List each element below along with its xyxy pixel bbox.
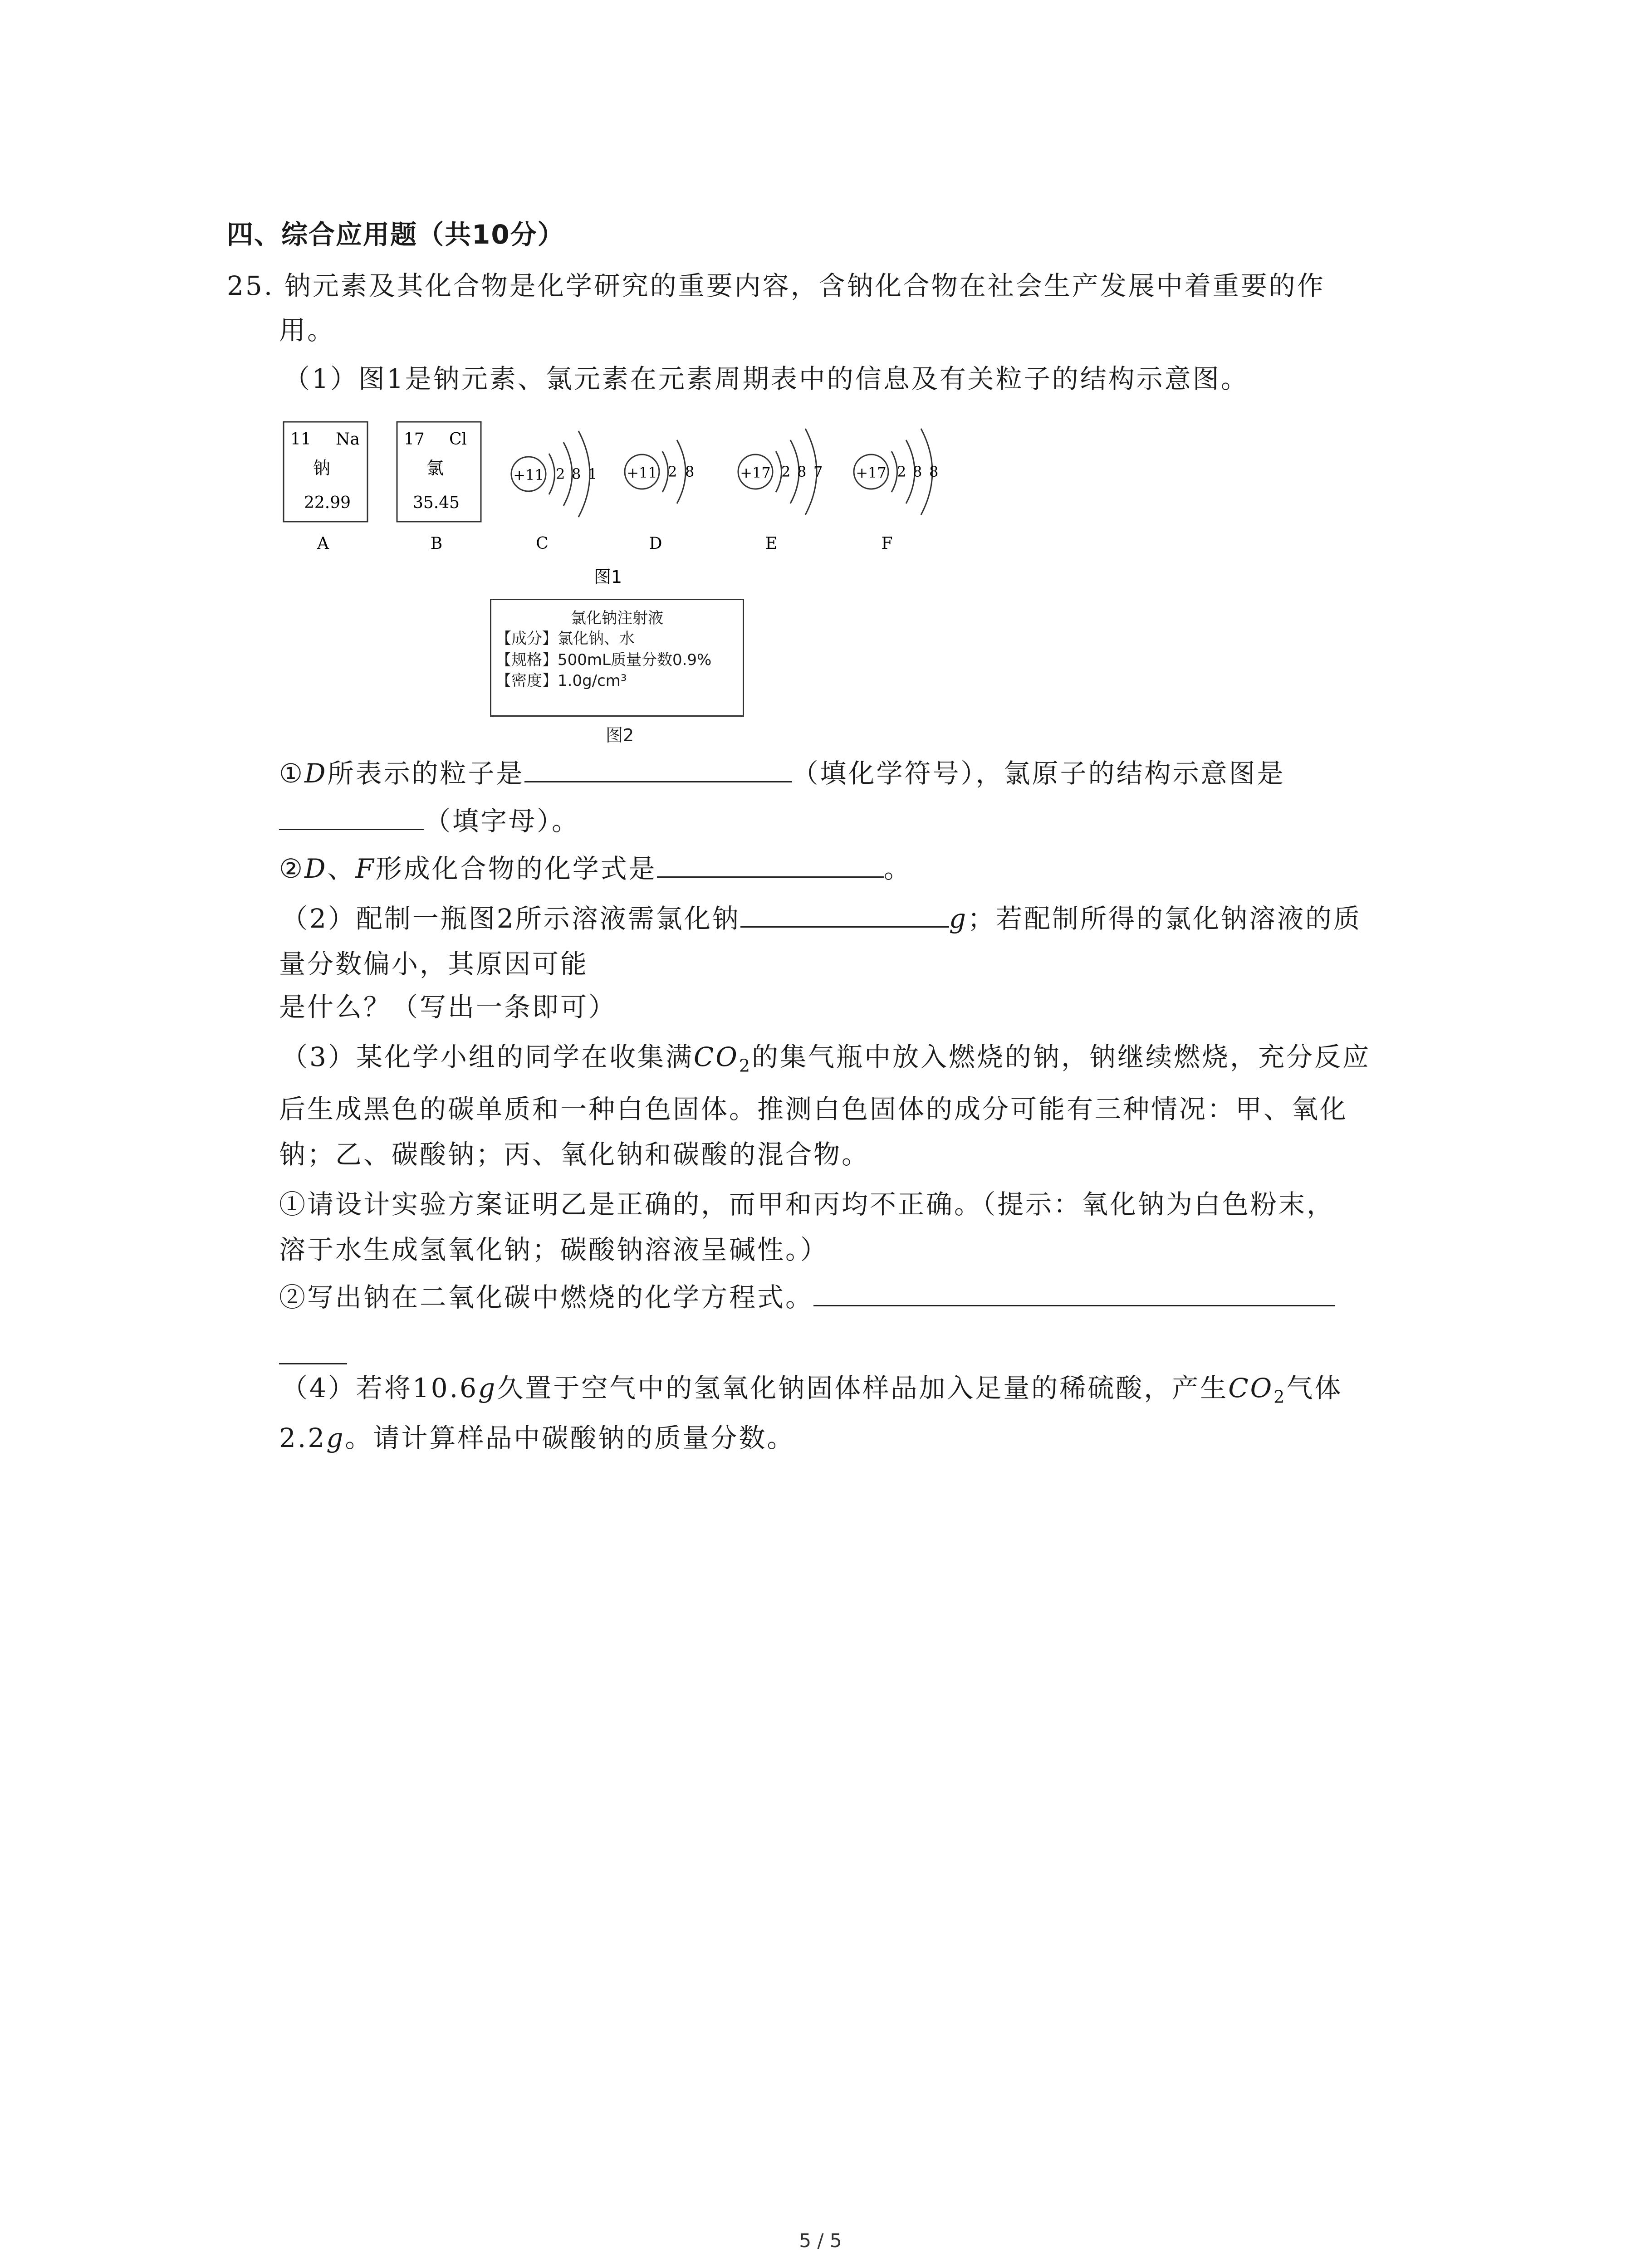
answer-blank-equation-continued[interactable] xyxy=(279,1363,347,1364)
figure2-caption: 图2 xyxy=(606,725,634,745)
part3-line3: 钠；乙、碳酸钠；丙、氧化钠和碳酸的混合物。 xyxy=(279,1139,870,1170)
question-stem-line2: 用。 xyxy=(279,315,336,346)
part1-sub1-line2: （填字母）。 xyxy=(279,803,580,839)
part2-line1: （2）配制一瓶图2所示溶液需氯化钠 g；若配制所得的氯化钠溶液的质 xyxy=(281,900,1362,937)
svg-text:1: 1 xyxy=(588,465,598,483)
figure1-caption: 图1 xyxy=(593,567,622,587)
label-a: A xyxy=(317,534,329,553)
figure2-row-ingredients: 【成分】氯化钠、水 xyxy=(496,630,635,648)
cell-a-name: 钠 xyxy=(313,458,331,478)
svg-text:+17: +17 xyxy=(740,464,771,481)
ion-diagram-f xyxy=(854,429,938,553)
section-title: 四、综合应用题（共10分） xyxy=(227,219,565,250)
cell-b-symbol: Cl xyxy=(449,430,467,449)
part3-line2: 后生成黑色的碳单质和一种白色固体。推测白色固体的成分可能有三种情况：甲、氧化 xyxy=(279,1094,1348,1124)
cell-b-mass: 35.45 xyxy=(413,494,460,512)
cell-a-mass: 22.99 xyxy=(304,494,351,512)
part3-line1: （3）某化学小组的同学在收集满$CO_2$的集气瓶中放入燃烧的钠，钠继续燃烧，充分反应 xyxy=(281,1041,1371,1076)
part2-line3: 是什么？（写出一条即可） xyxy=(279,992,617,1022)
page-number: 5 / 5 xyxy=(799,2229,842,2252)
answer-blank-letter[interactable] xyxy=(279,803,424,830)
ion-diagram-c xyxy=(511,431,597,553)
figure2-title: 氯化钠注射液 xyxy=(571,609,663,627)
figure2-label-box xyxy=(490,599,744,717)
part3-sub1-line1: ①请设计实验方案证明乙是正确的，而甲和丙均不正确。（提示：氧化钠为白色粉末， xyxy=(279,1189,1335,1220)
part3-sub2: ②写出钠在二氧化碳中燃烧的化学方程式。 xyxy=(279,1279,1335,1315)
svg-text:8: 8 xyxy=(929,463,939,480)
label-d: D xyxy=(649,534,662,553)
svg-text:8: 8 xyxy=(572,465,581,483)
part1-sub1-line1: ①D所表示的粒子是 （填化学符号），氯原子的结构示意图是 xyxy=(279,755,1285,792)
answer-blank-particle[interactable] xyxy=(524,756,792,782)
part4-line2: 2.2g。请计算样品中碳酸钠的质量分数。 xyxy=(279,1422,795,1453)
part1-text: （1）图1是钠元素、氯元素在元素周期表中的信息及有关粒子的结构示意图。 xyxy=(284,363,1249,394)
part2-line2: 量分数偏小，其原因可能 xyxy=(279,948,589,979)
answer-blank-mass[interactable] xyxy=(740,901,949,928)
svg-text:7: 7 xyxy=(813,463,823,480)
figure2-row-spec: 【规格】500mL质量分数0.9% xyxy=(496,651,712,669)
svg-text:8: 8 xyxy=(797,463,807,480)
label-b: B xyxy=(430,534,443,553)
svg-text:8: 8 xyxy=(685,463,695,480)
label-c: C xyxy=(536,534,549,553)
svg-text:2: 2 xyxy=(668,463,677,480)
svg-text:8: 8 xyxy=(913,463,922,480)
svg-text:2: 2 xyxy=(897,463,906,480)
svg-text:+11: +11 xyxy=(513,466,544,484)
figure2-row-density: 【密度】1.0g/cm³ xyxy=(496,672,627,690)
svg-text:2: 2 xyxy=(781,463,791,480)
label-f: F xyxy=(881,534,893,553)
cell-b-name: 氯 xyxy=(426,458,444,478)
cell-a-number: 11 xyxy=(290,430,311,449)
part4-line1: （4）若将10.6g久置于空气中的氢氧化钠固体样品加入足量的稀硫酸，产生$CO_2$气体 xyxy=(281,1373,1343,1407)
stem-text: 钠元素及其化合物是化学研究的重要内容，含钠化合物在社会生产发展中着重要的作 xyxy=(284,270,1325,301)
label-e: E xyxy=(765,534,778,553)
ion-diagram-e xyxy=(738,429,823,553)
question-stem-line1 xyxy=(227,268,1325,304)
part1-sub2: ②D、F形成化合物的化学式是 。 xyxy=(279,850,912,887)
svg-text:+11: +11 xyxy=(627,464,657,481)
answer-blank-equation[interactable] xyxy=(813,1280,1335,1306)
cell-a-symbol: Na xyxy=(336,430,360,449)
svg-text:+17: +17 xyxy=(856,464,887,481)
part3-sub1-line2: 溶于水生成氢氧化钠；碳酸钠溶液呈碱性。） xyxy=(279,1234,829,1265)
cell-b-number: 17 xyxy=(404,430,425,449)
svg-text:2: 2 xyxy=(556,465,565,483)
ion-diagram-d xyxy=(625,440,694,553)
question-number: 25. xyxy=(227,270,274,301)
answer-blank-formula[interactable] xyxy=(657,851,884,878)
